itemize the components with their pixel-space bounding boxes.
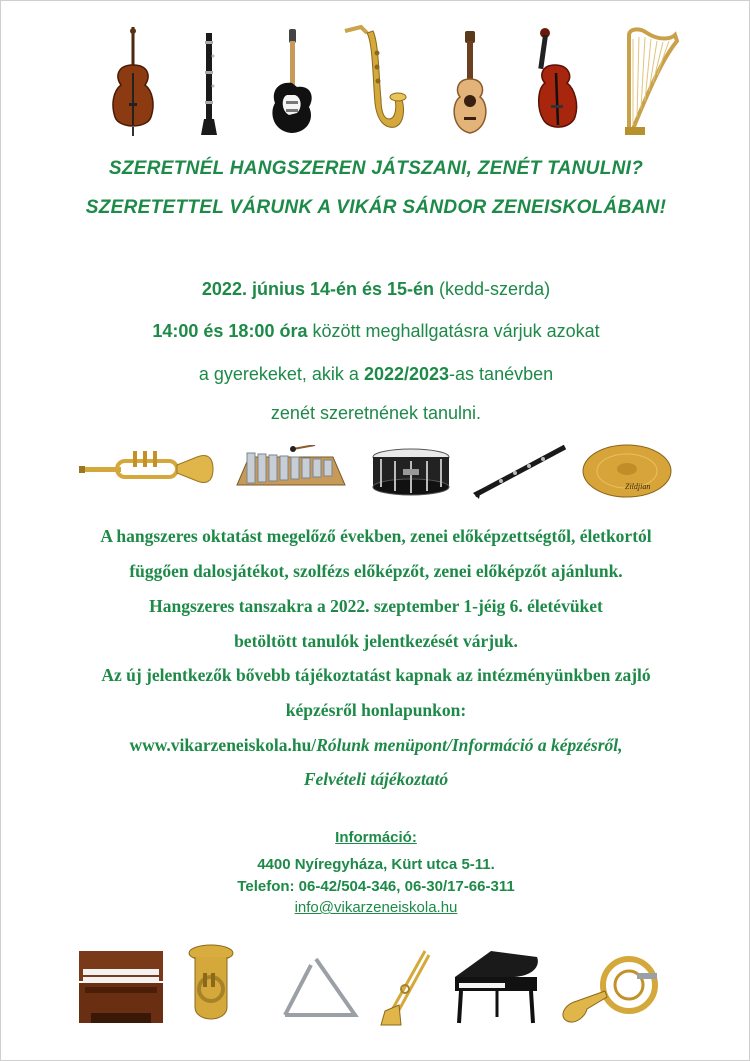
middle-instrument-row	[1, 437, 750, 507]
body-line-3: Hangszeres tanszakra a 2022. szeptember 1-jéig 6. életévüket	[149, 596, 603, 616]
info-address: 4400 Nyíregyháza, Kürt utca 5-11.	[257, 856, 495, 873]
body-website-line	[1, 735, 750, 756]
body-line-1: A hangszeres oktatást megelőző években, zenei előképzettségtől, életkortól	[100, 526, 652, 546]
audition-weekdays: (kedd-szerda)	[434, 279, 551, 299]
grand-piano-icon	[451, 947, 543, 1027]
harp-icon	[619, 25, 681, 137]
trumpet-icon	[77, 447, 217, 495]
body-line-2: függően dalosjátékot, szolfézs előképzőt, zenei előképzőt ajánlunk.	[129, 561, 623, 581]
organ-icon	[75, 947, 167, 1027]
trombone-icon	[379, 945, 435, 1027]
oboe-icon	[471, 441, 571, 499]
intro-date-line	[1, 279, 750, 299]
electric-guitar-icon	[267, 27, 317, 137]
cello-icon	[105, 25, 161, 137]
intro-closing-line: zenét szeretnének tanulni.	[270, 403, 482, 423]
french-horn-icon	[557, 945, 669, 1027]
acoustic-guitar-icon	[445, 29, 495, 137]
website-url[interactable]: www.vikarzeneiskola.hu/	[129, 735, 317, 755]
cymbal-icon	[581, 441, 673, 499]
info-phone: Telefon: 06-42/504-346, 06-30/17-66-311	[237, 878, 515, 895]
headline-line-1: SZERETNÉL HANGSZEREN JÁTSZANI, ZENÉT TANULNI?	[108, 158, 644, 179]
snare-drum-icon	[371, 445, 451, 499]
intro-year-line	[1, 364, 750, 384]
audition-time-rest: között meghallgatásra várjuk azokat	[307, 321, 600, 341]
school-year: 2022/2023	[363, 364, 450, 384]
triangle-icon	[273, 955, 359, 1021]
intro-time-line	[1, 321, 750, 341]
audition-dates: 2022. június 14-én és 15-én	[201, 279, 435, 299]
headline-line-2: SZERETETTEL VÁRUNK A VIKÁR SÁNDOR ZENEISKOLÁBAN!	[85, 197, 667, 218]
body-line-5: Az új jelentkezők bővebb tájékoztatást kapnak az intézményünkben zajló	[101, 665, 651, 685]
cymbal-brand-label: Zildjian	[625, 482, 651, 491]
info-title: Információ:	[335, 829, 417, 846]
website-path: Rólunk menüpont/Információ a képzésről,	[316, 735, 623, 755]
violin-icon	[525, 25, 581, 137]
body-line-8: Felvételi tájékoztató	[303, 769, 449, 789]
info-email-link[interactable]: info@vikarzeneiskola.hu	[294, 899, 458, 916]
saxophone-icon	[339, 23, 409, 137]
body-line-4: betöltött tanulók jelentkezését várjuk.	[234, 631, 518, 651]
audition-time: 14:00 és 18:00 óra	[152, 321, 308, 341]
intro-year-post: -as tanévben	[449, 364, 554, 384]
body-line-6: képzésről honlapunkon:	[285, 700, 467, 720]
tuba-icon	[181, 943, 237, 1029]
clarinet-icon	[197, 31, 221, 137]
intro-year-pre: a gyerekeket, akik a	[198, 364, 364, 384]
xylophone-icon	[233, 445, 349, 497]
top-instrument-row	[1, 19, 750, 139]
bottom-instrument-row	[1, 939, 750, 1029]
